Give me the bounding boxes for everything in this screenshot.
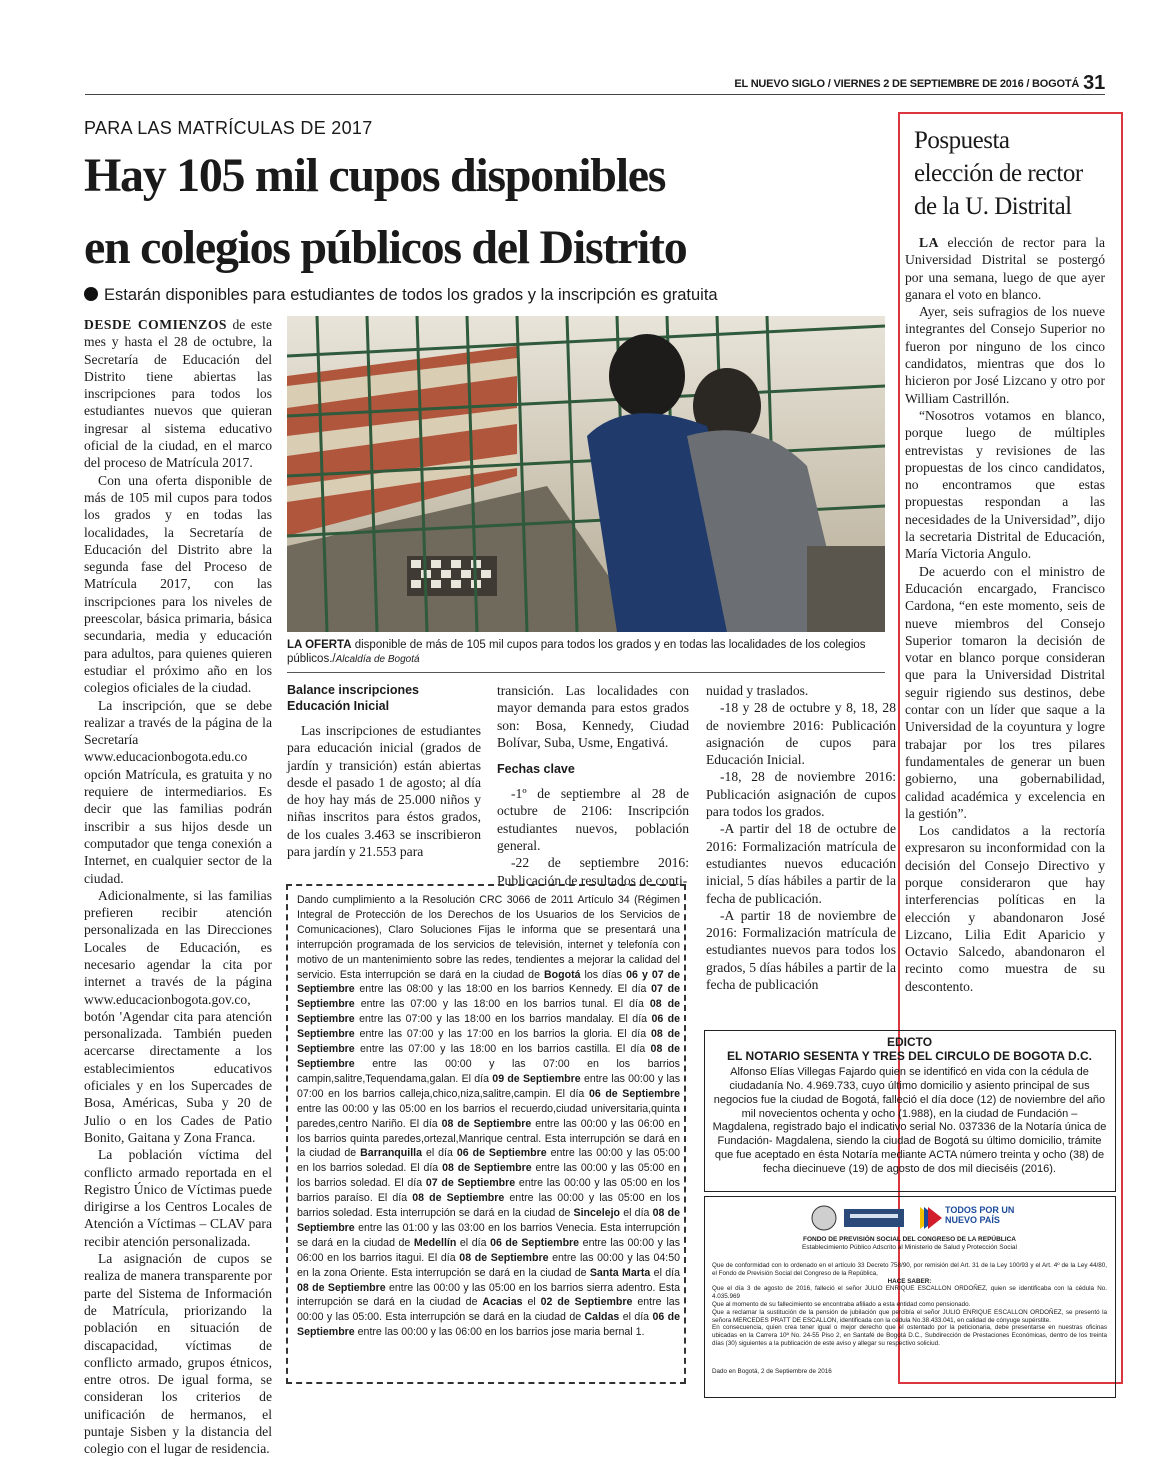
- paragraph: En consecuencia, quien crea tener igual o mejor derecho que el ostentado por la peticionaria, debe presentarse en nuestras oficinas ubicadas en la Carrera 10ª No. 24-55 Piso 2, en Santafé de Bogotá D.C., Subdirección de Prestaciones Económicas, dentro de los treinta días (30) siguientes a la publicación de este aviso y allegar su respectivo soliciud.: [712, 1324, 1107, 1347]
- notice-emphasis: 09 de Septiembre: [492, 1072, 581, 1085]
- lead-in: DESDE COMIENZOS: [84, 317, 227, 332]
- section-subtitle: Balance inscripciones Educación Inicial: [287, 683, 420, 713]
- notice-emphasis: 06 y 07 de Septiembre: [297, 968, 681, 996]
- notice-text: el día: [623, 1207, 650, 1220]
- paragraph: -A partir del 18 de octubre de 2016: Formalización matrícula de estudiantes nuevos educación inicial, 5 días hábiles a partir de la fecha de publicación.: [706, 821, 896, 906]
- edict-body: Alfonso Elías Villegas Fajardo quien se identificó en vida con la cédula de ciudadanía No. 4.969.733, cuyo último domicilio y asiento principal de sus negocios fue la ciudad de Bogotá, falleció el día doce (12) de noviembre del año mil novecientos ochenta y ocho (1.988), en la ciudad de Fundación – Magdalena, registrado bajo el indicativo serial No. 037336 de la Notaría única de Fundación- Magdalena, siendo la ciudad de Bogotá su último domicilio, trámite que fue aceptado en ésta Notaría mediante ACTA número treinta y ocho (38) de fecha diecinueve (19) de agosto de dos mil dieciséis (2016).: [712, 1065, 1107, 1176]
- article-photo: [287, 316, 885, 632]
- notice-emphasis: 08 de Septiembre: [412, 1192, 505, 1205]
- notice-text: el: [527, 1296, 536, 1309]
- photo-credit: Alcaldía de Bogotá: [335, 654, 420, 665]
- paragraph-text: elección de rector para la Universidad Distrital se postergó por una semana, luego de que ayer ganara el voto en blanco.: [905, 235, 1105, 302]
- notice-emphasis: 07 de Septiembre: [297, 983, 680, 1011]
- pension-notice-header: [712, 1236, 1107, 1251]
- paragraph: -18, 28 de noviembre 2016: Publicación asignación de cupos para todos los grados.: [706, 769, 896, 820]
- sidebar-title-line-3: de la U. Distrital: [914, 193, 1072, 220]
- notice-emphasis: Medellín: [413, 1236, 457, 1249]
- notice-emphasis: Santa Marta: [589, 1266, 651, 1279]
- paragraph: La inscripción, que se debe realizar a través de la página de la Secretaría www.educacionbogota.edu.co opción Matrícula, es gratuita y no requiere de intermediarios. Es decir que las familias podrán inscribir a sus hijos desde un computador que tenga conexión a Internet, en cualquier sector de la ciudad.: [84, 697, 272, 886]
- paragraph: Las inscripciones de estudiantes para educación inicial (grados de jardín y transición) están abiertas desde el pasado 1 de agosto; al día de hoy hay más de 25.000 niños y niñas inscritos para éstos grados, de los cuales 3.463 se inscribieron para jardín y 21.553 para: [287, 723, 481, 860]
- paragraph: Los candidatos a la rectoría expresaron su inconformidad con la decisión del Consejo Directivo y porque consideraron que hay interferencias políticas en la elección y abandonaron José Lizcano, Lilia Edit Aparicio y Octavio Salcedo, abandonaron el recinto como muestra de su descontento.: [905, 823, 1105, 994]
- paragraph: Adicionalmente, si las familias prefieren recibir atención personalizada en las Direcciones Locales de Educación, es necesario agendar la cita por internet a través de la página www.educacionbogota.gov.co, botón 'Agendar cita para atención personalizada. También pueden acercarse directamente a los establecimientos educativos oficiales y en los Supercades de Bosa, Américas, Suba y 20 de Julio o en los Cades de Patio Bonito, Gaitana y Zona Franca.: [84, 887, 272, 1145]
- notice-text: entre las 00:00 y las 07:00 en los barrios calleja,chico,niza,salitre,campin. El día: [297, 1072, 681, 1100]
- notice-emphasis: Bogotá: [544, 968, 581, 981]
- paragraph: -1º de septiembre al 28 de octubre de 2106: Inscripción estudiantes nuevos, población general.: [497, 786, 689, 854]
- paragraph: -18 y 28 de octubre y 8, 18, 28 de noviembre 2016: Publicación asignación de cupos para Educación Inicial.: [706, 700, 896, 768]
- slogan-logo: TODOS POR UN NUEVO PAÍS: [945, 1205, 1015, 1225]
- paragraph: Que al momento de su fallecimiento se encontraba afiliado a esta entidad como pensionado.: [712, 1300, 971, 1308]
- sidebar-body: [905, 234, 1105, 995]
- notice-emphasis: Sincelejo: [573, 1207, 621, 1220]
- notice-text: entre las 07:00 y las 18:00 en los barrios mandalay. El día: [359, 1013, 648, 1026]
- article-kicker: PARA LAS MATRÍCULAS DE 2017: [84, 118, 373, 138]
- notice-text: entre las 00:00 y las 05:00. Esta interrupción se dará en la ciudad de: [297, 1296, 680, 1324]
- paragraph: La asignación de cupos se realiza de manera transparente por parte del Sistema de Información de Matrícula, priorizando la población en situación de discapacidad, víctimas de conflicto armado, grupos étnicos, entre otros. De igual forma, se consideran los criterios de unificación de hermanos, el puntaje Sisben y la distancia del colegio con el lugar de residencia.: [84, 1251, 272, 1457]
- notice-text: entre las 00:00 y las 07:00 en los barrios campin,salitre,Tequendama,galan. El día: [297, 1057, 680, 1085]
- notice-text: entre las 07:00 y las 18:00 en los barrios tunal. El día: [360, 998, 644, 1011]
- edict: [712, 1036, 1107, 1177]
- folio-text: EL NUEVO SIGLO / VIERNES 2 DE SEPTIEMBRE DE 2016 / BOGOTÁ: [734, 78, 1080, 90]
- headline-line-1: Hay 105 mil cupos disponibles: [84, 149, 666, 202]
- paragraph: Con una oferta disponible de más de 105 mil cupos para todos los grados y en todas las localidades, la Secretaría de Educación del Distrito abre la segunda fase del Proceso de Matrícula 2017, con las inscripciones para los niveles de preescolar, básica primaria, básica secundaria, media y educación para adultos, para quienes quieren estudiar el próximo año en los colegios oficiales de la ciudad.: [84, 472, 272, 696]
- notice-text: entre las 01:00 y las 03:00 en los barrios Venecia. Esta interrupción se dará en la ciudad de: [297, 1221, 680, 1249]
- notice-text: el día: [622, 1311, 650, 1324]
- fund-name: FONDO DE PREVISIÓN SOCIAL DEL CONGRESO DE LA REPÚBLICA: [803, 1236, 1016, 1243]
- edict-subtitle: EL NOTARIO SESENTA Y TRES DEL CIRCULO DE BOGOTA D.C.: [727, 1048, 1092, 1063]
- notice-text: entre las 00:00 y las 06:00 en los barrios jose maria bernal 1.: [357, 1326, 645, 1339]
- paragraph: “Nosotros votamos en blanco, porque luego de múltiples entrevistas y revisiones de las propuestas de los cinco candidatos, no encontramos que estas propuestas respondan a las necesidades de la Universidad”, dijo la secretaria Distrital de Educación, María Victoria Angulo.: [905, 407, 1105, 562]
- notice-emphasis: 08 de Septiembre: [297, 998, 681, 1026]
- notice-text: entre las 00:00 y las 05:00 en los barrios paraíso. El día: [297, 1177, 680, 1205]
- paragraph: [84, 316, 272, 472]
- notice-emphasis: Barranquilla: [360, 1147, 422, 1160]
- notice-emphasis: 08 de Septiembre: [459, 1251, 549, 1264]
- notice-text: entre las 07:00 y las 18:00 en los barrios castilla. El día: [360, 1043, 646, 1056]
- article-column-4: [706, 682, 896, 993]
- paragraph: La población víctima del conflicto armado reportada en el Registro Único de Víctimas puede dirigirse a los Centros Locales de Atención a Víctimas – CLAV para recibir atención personalizada.: [84, 1147, 272, 1249]
- pension-notice-date: Dado en Bogotá, 2 de Septiembre de 2016: [712, 1368, 832, 1375]
- paragraph: Que a reclamar la sustitución de la pensión de jubilación que percibía el señor JULIO ENRIQUE ESCALLON ORDOÑEZ, se presentó la señora MERCEDES PRATT DE ESCALLON, identificada con la cédula No.38.433.041, en calidad de cónyuge supérstite.: [712, 1308, 1107, 1324]
- notice-text: el día: [653, 1266, 680, 1279]
- caption-text: disponible de más de 105 mil cupos para todos los grados y en todas las localidades de los colegios públicos./: [287, 639, 866, 665]
- photo-illustration: [287, 316, 885, 632]
- paragraph: Ayer, seis sufragios de los nueve integrantes del Consejo Superior no fueron por ninguno de los cinco candidatos, mientras que dos lo hicieron por José Lizcano y otro por William Castrillón.: [905, 304, 1105, 406]
- paragraph: nuidad y traslados.: [706, 683, 809, 698]
- notice-text: el día: [459, 1236, 487, 1249]
- article-column-1: [84, 316, 272, 1458]
- paragraph-text: de este mes y hasta el 28 de octubre, la Secretaría de Educación del Distrito tiene abiertas las inscripciones para todos los estudiantes nuevos que quieran ingresar al sistema educativo oficial de la ciudad, en el marco del proceso de Matrícula 2017.: [84, 317, 272, 471]
- notice-text: entre las 00:00 y las 06:00 en los barrios quinta paredes,ortezal,Manrique central. Esta interrupción se dará en la ciudad de: [297, 1117, 681, 1160]
- notice-text: entre las 00:00 y las 05:00 en los barrios el recuerdo,ciudad universitaria,quinta paredes,centro Nariño. El día: [297, 1102, 680, 1130]
- notice-emphasis: 06 de Septiembre: [456, 1147, 547, 1160]
- paragraph: -A partir 18 de noviembre de 2016: Formalización matrícula de estudiantes nuevos para todos los grados, 5 días hábiles a partir de la fecha de publicación: [706, 907, 896, 993]
- notice-text: los días: [584, 968, 623, 981]
- edict-title: EDICTO: [886, 1035, 933, 1049]
- notice-emphasis: 06 de Septiembre: [297, 1311, 681, 1339]
- section-subtitle: Fechas clave: [497, 762, 575, 777]
- notice-emphasis: 02 de Septiembre: [540, 1296, 633, 1309]
- paragraph: De acuerdo con el ministro de Educación encargado, Francisco Cardona, “en este momento, seis de nueve miembros del Consejo Superior tomaron la decisión de votar en blanco porque consideran que para la Universidad Distrital seguir rigiendo sus destinos, debe contar con un líder que saque a la Universidad de la coyuntura y logre trabajar por los tres pilares fundamentales de generar un buen gobierno, una gobernabilidad, calidad académica y excelencia en la gestión”.: [905, 563, 1105, 821]
- pension-notice-body: [712, 1262, 1107, 1348]
- notice-text: el día: [425, 1147, 453, 1160]
- notice-emphasis: 08 de Septiembre: [441, 1117, 532, 1130]
- notice-text: entre las 00:00 y las 05:00 en los barrios soledad. El día: [297, 1147, 680, 1175]
- notice-text: Dando cumplimiento a la Resolución CRC 3066 de 2011 Artículo 34 (Régimen Integral de Protección de los Derechos de los Usuarios de los Servicios de Comunicaciones), Claro Soluciones Fijas le informa que se presentará una interrupción programada de los servicios de televisión, internet y telefonía con motivo de un mantenimiento sobre las redes, tendientes a mejorar la calidad del servicio. Esta interrupción se dará en la ciudad de: [297, 894, 680, 981]
- notice-text: entre las 08:00 y las 18:00 en los barrios Kennedy. El día: [359, 983, 647, 996]
- bullet-icon: [84, 287, 98, 301]
- page-number: 31: [1083, 72, 1105, 94]
- notice-text: entre las 00:00 y las 06:00 en los barrios itagui. El día: [297, 1236, 681, 1264]
- hace-saber: HACE SABER:: [887, 1277, 932, 1285]
- article-column-2: [287, 682, 481, 860]
- caption-lead: LA OFERTA: [287, 639, 352, 651]
- paragraph: transición. Las localidades con mayor demanda para estos grados son: Bosa, Kennedy, Ciudad Bolívar, Suba, Usme, Engativá.: [497, 683, 689, 750]
- photo-caption: [287, 638, 885, 667]
- notice-emphasis: 08 de Septiembre: [442, 1162, 532, 1175]
- coat-of-arms-icon: [812, 1206, 836, 1230]
- folio-rule: [85, 94, 1105, 95]
- article-headline: [84, 140, 899, 284]
- notice-emphasis: 06 de Septiembre: [297, 1013, 680, 1041]
- notice-emphasis: 06 de Septiembre: [588, 1087, 680, 1100]
- sidebar-title-line-2: elección de rector: [914, 160, 1083, 187]
- subhead-text: Estarán disponibles para estudiantes de todos los grados y la inscripción es gratuita: [104, 286, 718, 304]
- caption-rule: [287, 672, 885, 673]
- paragraph: Que el día 3 de agosto de 2016, falleció el señor JULIO ENRIQUE ESCALLON ORDOÑEZ, quien se identificaba con la cédula No. 4.035.969: [712, 1285, 1107, 1301]
- lead-in: LA: [919, 235, 939, 250]
- sidebar-title: [914, 124, 1114, 223]
- headline-line-2: en colegios públicos del Distrito: [84, 221, 687, 274]
- notice-emphasis: 07 de Septiembre: [425, 1177, 516, 1190]
- service-notice-text: [297, 893, 680, 1340]
- article-subhead: [84, 286, 884, 305]
- notice-text: entre las 00:00 y las 05:00 en los barrios soledad. El día: [297, 1162, 680, 1190]
- sidebar-title-line-1: Pospuesta: [914, 127, 1010, 154]
- paragraph: Que de conformidad con lo ordenado en el artículo 33 Decreto 758/90, por remisión del Art. 31 de la Ley 100/93 y el Art. 4º de la Ley 44/80, el Fondo de Previsión Social del Congreso de la República,: [712, 1262, 1107, 1277]
- notice-emphasis: 06 de Septiembre: [490, 1236, 580, 1249]
- notice-emphasis: 08 de Septiembre: [297, 1028, 680, 1056]
- notice-text: entre las 07:00 y las 17:00 en los barrios la gloria. El día: [359, 1028, 647, 1041]
- notice-emphasis: 08 de Septiembre: [297, 1281, 386, 1294]
- fund-subtitle: Establecimiento Público Adscrito al Ministerio de Salud y Protección Social: [802, 1243, 1017, 1251]
- notice-emphasis: Caldas: [584, 1311, 620, 1324]
- notice-emphasis: 08 de Septiembre: [297, 1207, 680, 1234]
- paragraph: [905, 234, 1105, 303]
- notice-text: entre las 00:00 y las 04:50 en la zona Oriente. Esta interrupción se dará en la ciudad de: [297, 1251, 681, 1279]
- notice-text: entre las 00:00 y las 05:00 en los barrios soledad. Esta interrupción se dará en la ciudad de: [297, 1192, 681, 1220]
- notice-emphasis: 08 de Septiembre: [297, 1043, 681, 1070]
- paragraph: -22 de septiembre 2016: Publicación de resultados de conti-: [497, 855, 689, 888]
- notice-emphasis: Acacias: [482, 1296, 523, 1309]
- page-folio: [700, 72, 1105, 95]
- article-column-3: [497, 682, 689, 889]
- notice-text: entre las 00:00 y las 05:00 en los barrios sierra adentro. Esta interrupción se dará en la ciudad de: [297, 1281, 680, 1309]
